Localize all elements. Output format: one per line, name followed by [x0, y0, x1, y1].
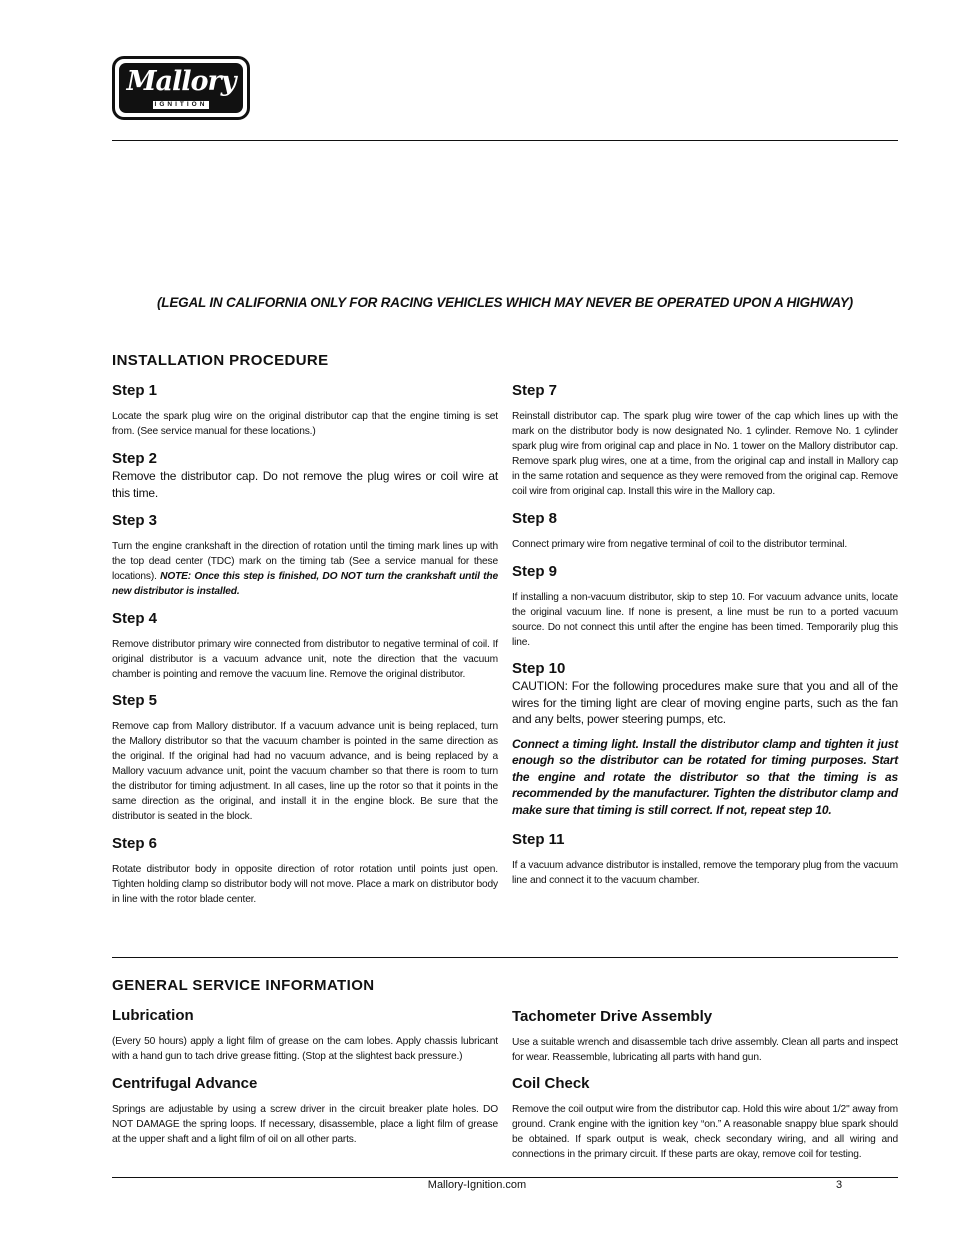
step-heading: Step 6: [112, 835, 158, 852]
step-3-body: Turn the engine crankshaft in the direction of rotation until the timing mark lines up with the top dead center (TDC) mark on the timing tab (See a service manual for these locations).: [112, 541, 498, 582]
step-text: Remove cap from Mallory distributor. If a vacuum advance unit is being replaced, turn the Mallory distributor so that the vacuum chamber is pointed in the same direction as the original. If the original had had no vacuum advance, and is being replaced by a Mallory vacuum advance unit, point the vacuum chamber so that there is room to turn the distributor for timing adjustment. In all cases, line up the rotor so that it points in the same direction as the original, and install it in the engine block. Be sure that the distributor is seated in the block.: [112, 721, 498, 822]
step-4: [112, 610, 498, 682]
step-text: Reinstall distributor cap. The spark plug wire tower of the cap which lines up with the mark on the distributor body is now designated No. 1 cylinder. Remove No. 1 cylinder spark plug wire from original cap and place in No. 1 tower on the Mallory distributor cap. Remove spark plug wires, one at a time, from the original cap and install in Mallory cap in the same rotation and sequence as they were removed from the original cap. Remove coil wire from original cap. Install this wire in the Mallory cap.: [512, 411, 898, 497]
step-text: Locate the spark plug wire on the original distributor cap that the engine timing is set from. (See service manual for these locations.): [112, 411, 498, 437]
step-heading: Step 10: [512, 660, 566, 677]
lubrication-text: (Every 50 hours) apply a light film of grease on the cam lobes. Apply chassis lubricant with a hand gun to tach drive grease fitting. (Stop at the slightest back pressure.): [112, 1036, 498, 1062]
centrifugal-text: Springs are adjustable by using a screw driver in the circuit breaker plate holes. DO NOT DAMAGE the spring loops. If necessary, disassemble, place a light film of grease at the upper shaft and a light film of oil on all other parts.: [112, 1104, 498, 1145]
footer-rule: [112, 1177, 898, 1178]
step-3-note: NOTE: Once this step is finished, DO NOT turn the crankshaft until the new distributor is installed.: [112, 571, 499, 597]
step-text: Remove the distributor cap. Do not remove the plug wires or coil wire at this time.: [112, 469, 498, 500]
centrifugal-heading: Centrifugal Advance: [112, 1075, 258, 1092]
installation-title: INSTALLATION PROCEDURE: [112, 352, 329, 369]
step-text: If installing a non-vacuum distributor, skip to step 10. For vacuum advance units, locate the original vacuum line. If none is present, a line must be run to a ported vacuum source. Do not connect this until after the engine has been timed. Temporarily plug this line.: [512, 592, 898, 648]
step-text: [112, 539, 498, 599]
logo-sub: IGNITION: [154, 101, 208, 108]
step-heading: Step 1: [112, 382, 158, 399]
page-number: 3: [836, 1179, 843, 1191]
step-heading: Step 4: [112, 610, 158, 627]
coil-heading: Coil Check: [512, 1075, 590, 1092]
step-text: Remove distributor primary wire connected from distributor to negative terminal of coil. If original distributor is a vacuum advance unit, note the direction that the vacuum chamber is pointing and remove the vacuum line. Remove the original distributor.: [112, 639, 498, 680]
centrifugal-advance: [112, 1075, 498, 1147]
step-heading: Step 9: [512, 563, 558, 580]
mallory-logo: [112, 56, 250, 120]
step-1: [112, 382, 498, 439]
step-10: [512, 660, 898, 818]
header-rule: [112, 140, 898, 141]
lubrication-heading: Lubrication: [112, 1007, 194, 1024]
tachometer-drive: [512, 1008, 898, 1065]
step-6: [112, 835, 498, 907]
step-heading: Step 8: [512, 510, 558, 527]
logo-brand: Mallory: [126, 66, 236, 97]
step-7: [512, 382, 898, 499]
step-heading: Step 7: [512, 382, 558, 399]
step-text: Connect primary wire from negative terminal of coil to the distributor terminal.: [512, 539, 848, 550]
logo-badge: [119, 63, 243, 113]
step-2: [112, 450, 498, 501]
footer-url: Mallory-Ignition.com: [427, 1179, 527, 1191]
tachometer-heading: Tachometer Drive Assembly: [512, 1008, 713, 1025]
step-5: [112, 692, 498, 824]
tachometer-text: Use a suitable wrench and disassemble tach drive assembly. Clean all parts and inspect for wear. Reassemble, lubricating all parts with hand gun.: [512, 1037, 898, 1063]
coil-text: Remove the coil output wire from the distributor cap. Hold this wire about 1/2" away from ground. Crank engine with the ignition key “on.” A reasonable snappy blue spark should be obtained. If spark output is weak, check secondary wiring, and all wiring and connections in the primary circuit. If these parts are okay, remove coil for testing.: [512, 1104, 898, 1160]
step-heading: Step 5: [112, 692, 158, 709]
step-text: CAUTION: For the following procedures make sure that you and all of the wires for the timing light are clear of moving engine parts, such as the fan and any belts, power steering pumps, etc.: [512, 679, 898, 726]
step-10-note: Connect a timing light. Install the distributor clamp and tighten it just enough so the distributor can be rotated for timing purposes. Start the engine and rotate the distributor so that the timing is as recommended by the manufacturer. Tighten the distributor clamp and make sure that timing is still correct. If not, repeat step 10.: [512, 736, 898, 817]
step-text: If a vacuum advance distributor is installed, remove the temporary plug from the vacuum line and connect it to the vacuum chamber.: [512, 860, 898, 886]
coil-check: [512, 1075, 898, 1162]
step-heading: Step 2: [112, 450, 158, 467]
step-3: [112, 512, 498, 599]
lubrication: [112, 1007, 498, 1064]
step-8: [512, 510, 898, 552]
service-title: GENERAL SERVICE INFORMATION: [112, 977, 375, 994]
step-9: [512, 563, 898, 650]
legal-notice: (LEGAL IN CALIFORNIA ONLY FOR RACING VEHICLES WHICH MAY NEVER BE OPERATED UPON A HIGHWAY): [157, 295, 853, 310]
step-text: Rotate distributor body in opposite direction of rotor rotation until points just open. Tighten holding clamp so distributor body will not move. Place a mark on distributor body in line with the rotor blade center.: [112, 864, 498, 905]
step-heading: Step 3: [112, 512, 158, 529]
step-11: [512, 831, 898, 888]
step-heading: Step 11: [512, 831, 565, 848]
section-rule: [112, 957, 898, 958]
